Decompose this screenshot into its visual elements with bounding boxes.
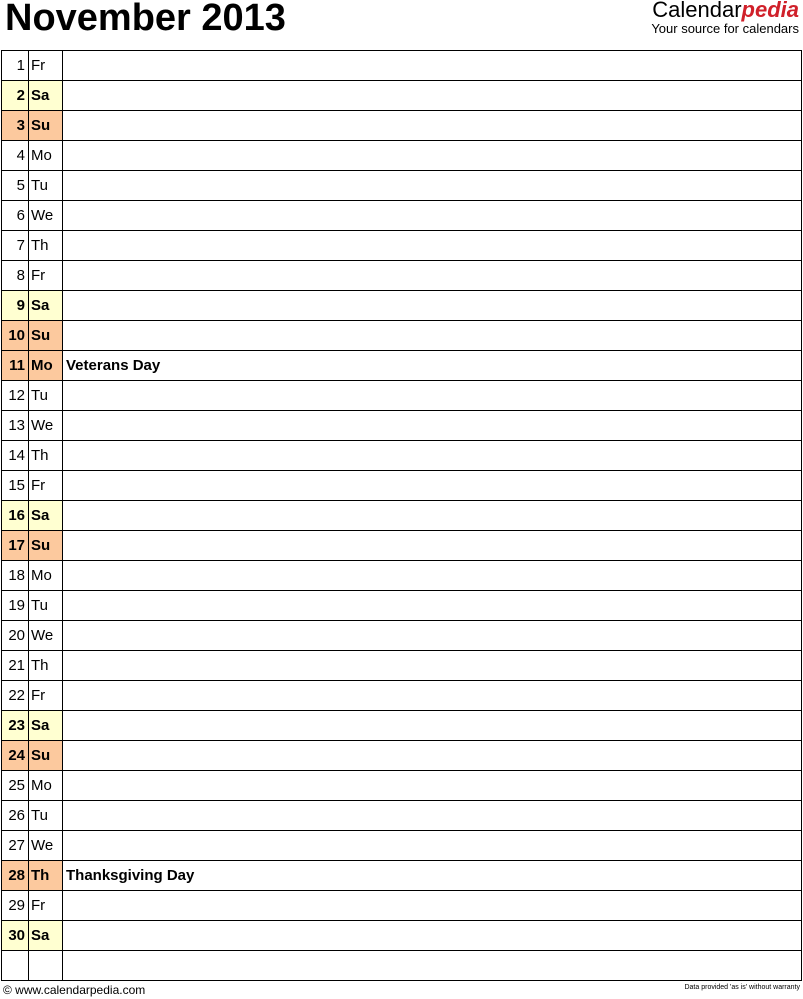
event-cell[interactable] [63, 261, 802, 291]
event-cell[interactable] [63, 111, 802, 141]
weekday-abbrev: Fr [29, 681, 63, 711]
day-number: 26 [2, 801, 29, 831]
event-cell[interactable] [63, 801, 802, 831]
weekday-abbrev: Sa [29, 501, 63, 531]
day-number: 19 [2, 591, 29, 621]
day-row [2, 351, 802, 381]
event-cell[interactable] [63, 951, 802, 981]
weekday-abbrev: Fr [29, 51, 63, 81]
weekday-abbrev: Sa [29, 291, 63, 321]
day-row [2, 141, 802, 171]
day-row [2, 561, 802, 591]
day-number: 29 [2, 891, 29, 921]
weekday-abbrev: Su [29, 321, 63, 351]
day-row [2, 51, 802, 81]
event-cell[interactable] [63, 621, 802, 651]
event-cell[interactable] [63, 381, 802, 411]
weekday-abbrev: Mo [29, 771, 63, 801]
brand-name-main: Calendar [652, 0, 742, 22]
day-number: 11 [2, 351, 29, 381]
event-cell[interactable] [63, 921, 802, 951]
day-row [2, 441, 802, 471]
day-row [2, 111, 802, 141]
weekday-abbrev: Sa [29, 81, 63, 111]
event-cell[interactable] [63, 51, 802, 81]
event-cell[interactable]: Veterans Day [63, 351, 802, 381]
day-number: 27 [2, 831, 29, 861]
day-number: 1 [2, 51, 29, 81]
weekday-abbrev: Th [29, 861, 63, 891]
weekday-abbrev: Th [29, 231, 63, 261]
day-number: 21 [2, 651, 29, 681]
weekday-abbrev: Th [29, 441, 63, 471]
day-row [2, 291, 802, 321]
day-row [2, 381, 802, 411]
day-row [2, 471, 802, 501]
day-row [2, 711, 802, 741]
day-row [2, 831, 802, 861]
event-cell[interactable] [63, 681, 802, 711]
footer-disclaimer: Data provided 'as is' without warranty [684, 984, 800, 991]
weekday-abbrev: Tu [29, 171, 63, 201]
day-row [2, 411, 802, 441]
day-number: 3 [2, 111, 29, 141]
brand-logo[interactable] [651, 0, 799, 35]
day-number: 4 [2, 141, 29, 171]
event-cell[interactable] [63, 591, 802, 621]
day-row [2, 261, 802, 291]
footer-copyright[interactable]: © www.calendarpedia.com [3, 983, 146, 997]
day-row [2, 231, 802, 261]
weekday-abbrev: We [29, 621, 63, 651]
day-number: 18 [2, 561, 29, 591]
day-row [2, 801, 802, 831]
day-number: 6 [2, 201, 29, 231]
day-row [2, 621, 802, 651]
weekday-abbrev: Fr [29, 471, 63, 501]
day-number: 16 [2, 501, 29, 531]
weekday-abbrev: We [29, 201, 63, 231]
event-cell[interactable] [63, 411, 802, 441]
weekday-abbrev [29, 951, 63, 981]
day-number [2, 951, 29, 981]
page-title: November 2013 [5, 0, 286, 39]
day-number: 9 [2, 291, 29, 321]
event-cell[interactable] [63, 201, 802, 231]
day-row [2, 651, 802, 681]
day-row [2, 201, 802, 231]
event-cell[interactable] [63, 531, 802, 561]
day-number: 13 [2, 411, 29, 441]
day-number: 14 [2, 441, 29, 471]
day-number: 22 [2, 681, 29, 711]
event-cell[interactable] [63, 291, 802, 321]
day-row [2, 891, 802, 921]
day-row [2, 921, 802, 951]
weekday-abbrev: Tu [29, 591, 63, 621]
event-cell[interactable] [63, 81, 802, 111]
brand-name [651, 0, 799, 23]
day-row [2, 951, 802, 981]
event-cell[interactable] [63, 141, 802, 171]
weekday-abbrev: We [29, 411, 63, 441]
weekday-abbrev: Mo [29, 561, 63, 591]
weekday-abbrev: We [29, 831, 63, 861]
day-row [2, 531, 802, 561]
day-number: 28 [2, 861, 29, 891]
day-row [2, 171, 802, 201]
day-number: 2 [2, 81, 29, 111]
weekday-abbrev: Sa [29, 711, 63, 741]
day-row [2, 321, 802, 351]
day-number: 15 [2, 471, 29, 501]
event-cell[interactable] [63, 471, 802, 501]
day-row [2, 81, 802, 111]
day-number: 24 [2, 741, 29, 771]
brand-tagline: Your source for calendars [651, 21, 799, 36]
event-cell[interactable] [63, 891, 802, 921]
event-cell[interactable] [63, 501, 802, 531]
weekday-abbrev: Mo [29, 351, 63, 381]
day-number: 8 [2, 261, 29, 291]
weekday-abbrev: Sa [29, 921, 63, 951]
day-number: 10 [2, 321, 29, 351]
event-cell[interactable] [63, 561, 802, 591]
calendar-grid [1, 50, 802, 981]
weekday-abbrev: Fr [29, 261, 63, 291]
day-number: 7 [2, 231, 29, 261]
calendar-grid-body [2, 51, 802, 981]
day-number: 23 [2, 711, 29, 741]
day-row [2, 501, 802, 531]
event-cell[interactable] [63, 231, 802, 261]
event-cell[interactable] [63, 321, 802, 351]
event-cell[interactable] [63, 741, 802, 771]
weekday-abbrev: Su [29, 741, 63, 771]
weekday-abbrev: Tu [29, 381, 63, 411]
weekday-abbrev: Fr [29, 891, 63, 921]
event-cell[interactable] [63, 831, 802, 861]
weekday-abbrev: Su [29, 111, 63, 141]
weekday-abbrev: Tu [29, 801, 63, 831]
day-row [2, 681, 802, 711]
event-cell[interactable] [63, 441, 802, 471]
day-row [2, 771, 802, 801]
day-row [2, 861, 802, 891]
brand-name-accent: pedia [741, 0, 799, 22]
event-cell[interactable]: Thanksgiving Day [63, 861, 802, 891]
event-cell[interactable] [63, 171, 802, 201]
event-cell[interactable] [63, 771, 802, 801]
day-number: 25 [2, 771, 29, 801]
day-number: 20 [2, 621, 29, 651]
day-number: 17 [2, 531, 29, 561]
weekday-abbrev: Th [29, 651, 63, 681]
day-row [2, 741, 802, 771]
day-number: 5 [2, 171, 29, 201]
day-number: 30 [2, 921, 29, 951]
weekday-abbrev: Su [29, 531, 63, 561]
day-number: 12 [2, 381, 29, 411]
weekday-abbrev: Mo [29, 141, 63, 171]
event-cell[interactable] [63, 651, 802, 681]
event-cell[interactable] [63, 711, 802, 741]
day-row [2, 591, 802, 621]
